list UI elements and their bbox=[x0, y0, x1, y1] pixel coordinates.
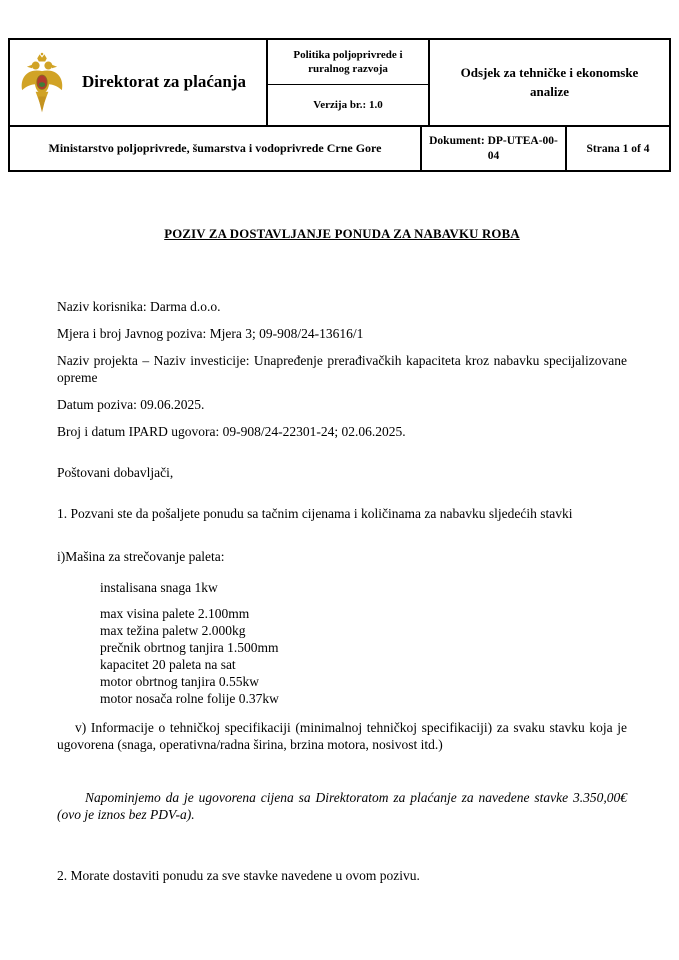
paragraph-ipard-ugovor: Broj i datum IPARD ugovora: 09-908/24-22301-24; 02.06.2025. bbox=[57, 424, 406, 440]
paragraph-item-1: 1. Pozvani ste da pošaljete ponudu sa tačnim cijenama i količinama za nabavku sljedećih stavki bbox=[57, 506, 573, 522]
header-row-2 bbox=[10, 125, 669, 170]
header-cell-policy bbox=[268, 40, 430, 125]
spec-intro: instalisana snaga 1kw bbox=[100, 580, 218, 596]
ministry-label: Ministarstvo poljoprivrede, šumarstva i vodoprivrede Crne Gore bbox=[10, 127, 422, 170]
paragraph-item-v: v) Informacije o tehničkoj specifikaciji (minimalnoj tehničkoj specifikaciji) za svaku stavku koja je ugovorena (snaga, operativna/radna širina, brzina motora, nosivost itd.) bbox=[57, 720, 627, 753]
paragraph-salutation: Poštovani dobavljači, bbox=[57, 465, 174, 481]
document-code-label: Dokument: DP-UTEA-00-04 bbox=[422, 127, 567, 170]
policy-label: Politika poljoprivrede i ruralnog razvoja bbox=[268, 40, 428, 85]
header-row-1 bbox=[10, 40, 669, 125]
paragraph-datum-poziva: Datum poziva: 09.06.2025. bbox=[57, 397, 205, 413]
montenegro-coat-of-arms-icon bbox=[16, 50, 68, 116]
document-body bbox=[57, 170, 627, 884]
paragraph-mjera: Mjera i broj Javnog poziva: Mjera 3; 09-908/24-13616/1 bbox=[57, 326, 364, 342]
header-table bbox=[8, 38, 671, 172]
version-label: Verzija br.: 1.0 bbox=[313, 98, 383, 111]
spec-list bbox=[100, 605, 627, 707]
document-title: POZIV ZA DOSTAVLJANJE PONUDA ZA NABAVKU ROBA bbox=[164, 227, 520, 241]
page-number-label: Strana 1 of 4 bbox=[586, 142, 650, 155]
paragraph-machine-heading: i)Mašina za strečovanje paleta: bbox=[57, 549, 225, 565]
spec-item: max težina paletw 2.000kg bbox=[100, 623, 246, 639]
spec-item: max visina palete 2.100mm bbox=[100, 606, 250, 622]
spec-item: prečnik obrtnog tanjira 1.500mm bbox=[100, 640, 279, 656]
paragraph-naziv-projekta: Naziv projekta – Naziv investicije: Unapređenje prerađivačkih kapaciteta kroz nabavku specijalizovane opreme bbox=[57, 353, 627, 386]
spec-item: motor nosača rolne folije 0.37kw bbox=[100, 691, 279, 707]
header-cell-directorate bbox=[10, 40, 268, 125]
spec-item: motor obrtnog tanjira 0.55kw bbox=[100, 674, 259, 690]
spec-item: kapacitet 20 paleta na sat bbox=[100, 657, 236, 673]
paragraph-item-2: 2. Morate dostaviti ponudu za sve stavke navedene u ovom pozivu. bbox=[57, 868, 420, 884]
directorate-title: Direktorat za plaćanja bbox=[82, 72, 246, 92]
paragraph-naziv-korisnika: Naziv korisnika: Darma d.o.o. bbox=[57, 299, 221, 315]
department-label: Odsjek za tehničke i ekonomske analize bbox=[460, 64, 639, 99]
paragraph-price-note: Napominjemo da je ugovorena cijena sa Direktoratom za plaćanje za navedene stavke 3.350,00€ (ovo je iznos bez PDV-a). bbox=[57, 790, 627, 823]
